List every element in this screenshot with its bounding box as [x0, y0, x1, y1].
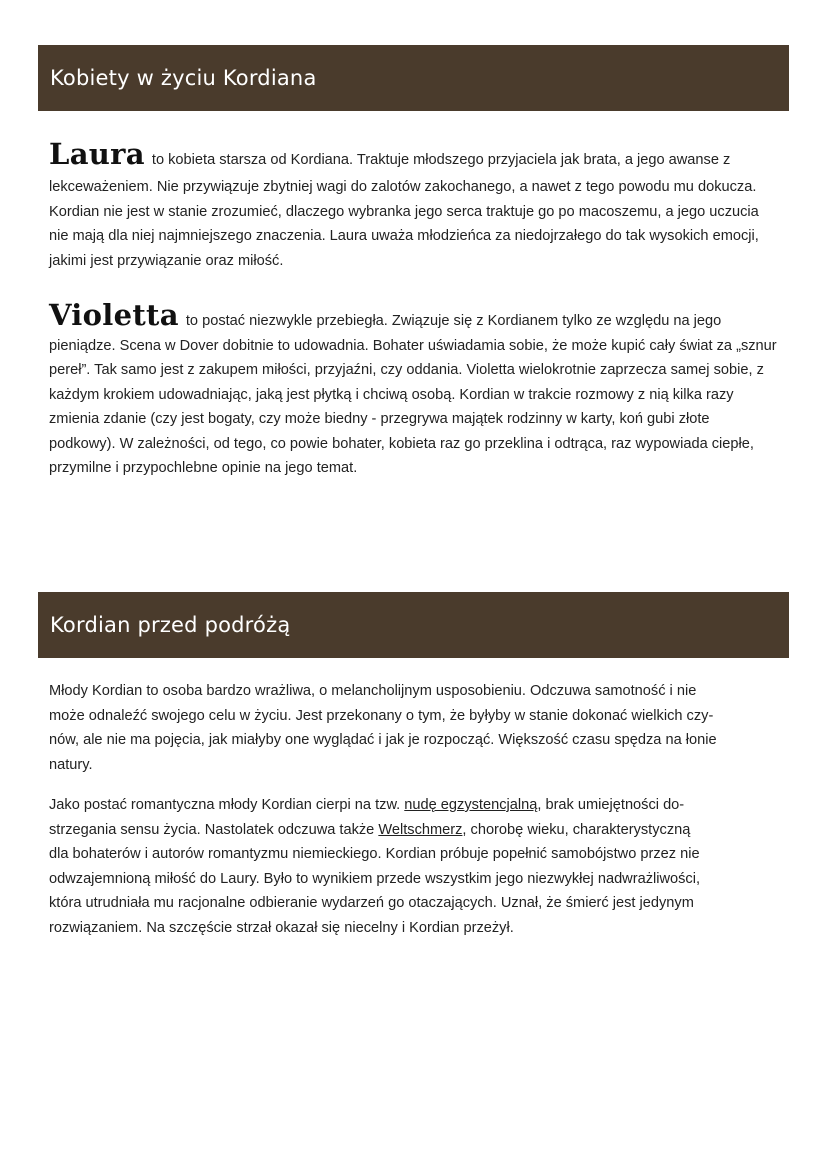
character-name-laura: Laura [49, 137, 145, 171]
text-line: która utrudniała mu racjonalne odbieranie wydarzeń go otaczających. Uznał, że śmierć jest jedynym [49, 895, 694, 911]
link-nuda-egzystencjalna[interactable]: nudę egzystencjalną [404, 797, 538, 813]
paragraph-postac-romantyczna [49, 793, 779, 940]
paragraph-mlody-kordian [49, 679, 779, 777]
section-title: Kordian przed podróżą [50, 613, 291, 637]
laura-body: lekceważeniem. Nie przywiązuje zbytniej wagi do zalotów zakochanego, a nawet z tego powodu mu dokucza. Kordian nie jest w stanie zrozumieć, dlaczego wybranka jego serca traktuje go po macoszemu, a jego uczucia nie mają dla niej najmniejszego znaczenia. Laura uważa młodzieńca za niedojrzałego do tak wysokich emocji, jakimi jest przywiązanie oraz miłość. [49, 179, 759, 269]
section-header-przed-podroza [38, 592, 789, 658]
text-fragment: , brak umiejętności do- [537, 797, 685, 813]
text-line: rozwiązaniem. Na szczęście strzał okazał się niecelny i Kordian przeżył. [49, 919, 514, 936]
section-title: Kobiety w życiu Kordiana [50, 66, 317, 90]
text-fragment: , chorobę wieku, charakterystyczną [462, 821, 691, 838]
text-line: Młody Kordian to osoba bardzo wrażliwa, o melancholijnym usposobieniu. Odczuwa samotność i nie [49, 683, 697, 699]
text-fragment: Jako postać romantyczna młody Kordian cierpi na tzw. [49, 797, 405, 813]
paragraph-laura [49, 137, 779, 273]
laura-line1: to kobieta starsza od Kordiana. Traktuje młodszego przyjaciela jak brata, a jego awanse z [147, 152, 731, 168]
laura-first-line [49, 137, 731, 171]
character-name-violetta: Violetta [49, 298, 179, 332]
text-line: nów, ale nie ma pojęcia, jak miałyby one wyglądać i jak je rozpocząć. Większość czasu spędza na łonie [49, 732, 717, 748]
text-fragment: strzegania sensu życia. Nastolatek odczuwa także [49, 821, 379, 838]
violetta-body: pieniądze. Scena w Dover dobitnie to udowadnia. Bohater uświadamia sobie, że może kupić cały świat za „sznur pereł”. Tak samo jest z zakupem miłości, przyjaźni, czy oddania. Violetta wielokrotnie zaprzecza samej sobie, z każdym krokiem udowadniając, jaką jest płytką i chciwą osobą. Kordian w trakcie rozmowy z nią kilka razy zmienia zdanie (czy jest bogaty, czy może biedny - przegrywa majątek rodzinny w karty, koń gubi złote podkowy). W zależności, od tego, co powie bohater, kobieta raz go przeklina i odtrąca, raz wypowiada ciepłe, przymilne i przypochlebne opinie na jego temat. [49, 337, 777, 476]
violetta-line1: to postać niezwykle przebiegła. Związuje się z Kordianem tylko ze względu na jego [181, 313, 722, 329]
text-line: odwzajemnioną miłość do Laury. Było to wynikiem przede wszystkim jego niezwykłej nadwrażliwości, [49, 870, 701, 887]
paragraph-violetta [49, 298, 779, 481]
text-line: dla bohaterów i autorów romantyzmu niemieckiego. Kordian próbuje popełnić samobójstwo przez nie [49, 846, 700, 862]
text-line: natury. [49, 756, 93, 773]
text-line: może odnaleźć swojego celu w życiu. Jest przekonany o tym, że byłyby w stanie dokonać wielkich czy- [49, 707, 714, 724]
section-header-kobiety [38, 45, 789, 111]
link-weltschmerz[interactable]: Weltschmerz [378, 821, 463, 838]
